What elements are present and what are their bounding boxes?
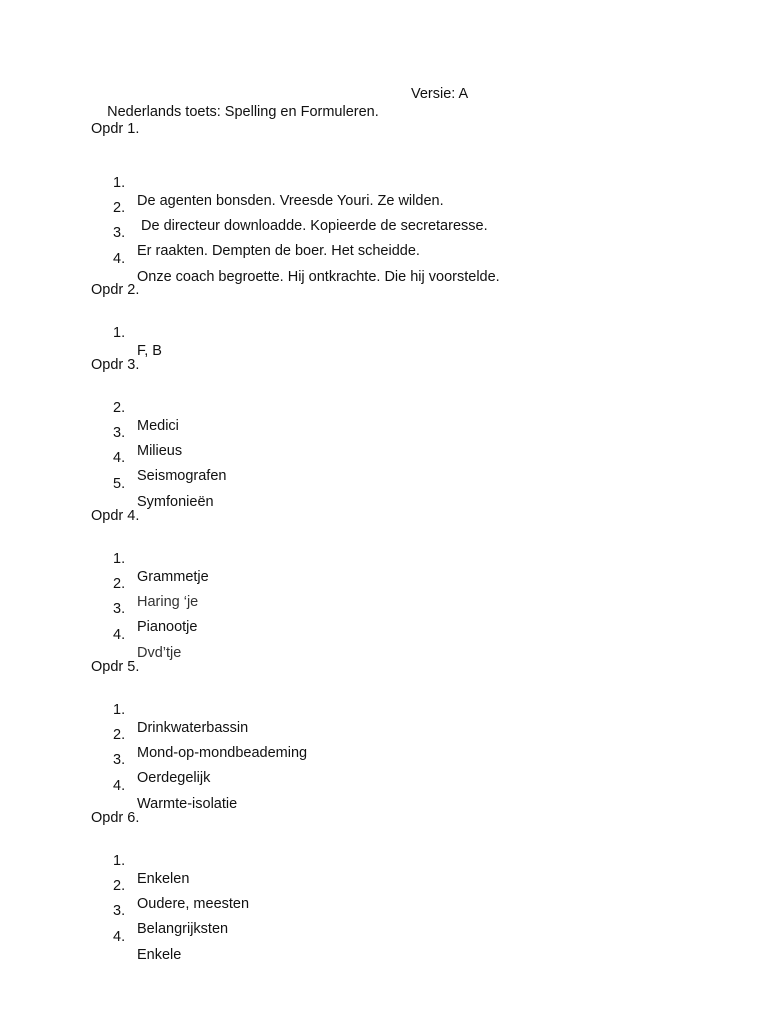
list-item	[91, 733, 211, 787]
item-text: Grammetje	[137, 569, 209, 585]
item-number: 2.	[113, 400, 126, 416]
item-number: 2.	[113, 200, 126, 217]
item-text: Symfonieën	[137, 493, 214, 510]
item-number: 3.	[113, 601, 126, 618]
section-title: Opdr 5.	[91, 659, 140, 675]
document-title: Nederlands toets: Spelling en Formuleren.	[107, 104, 379, 120]
item-text: Belangrijksten	[137, 921, 229, 938]
list-item	[91, 683, 249, 736]
answer-list	[91, 381, 227, 510]
item-number: 2.	[113, 727, 126, 744]
section-opdr-4	[91, 507, 209, 661]
item-text: Enkele	[137, 946, 182, 963]
item-number: 4.	[113, 450, 126, 467]
item-text: Seismografen	[137, 468, 227, 485]
section-title: Opdr 1.	[91, 121, 140, 137]
item-text: F, B	[137, 343, 162, 359]
answer-list	[91, 532, 209, 661]
item-number: 3.	[113, 425, 126, 442]
item-number: 1.	[113, 853, 126, 869]
item-number: 1.	[113, 175, 126, 191]
list-item	[91, 156, 444, 209]
section-opdr-1	[91, 120, 500, 285]
list-item	[91, 381, 179, 434]
item-text: Drinkwaterbassin	[137, 720, 249, 736]
item-text: Warmte-isolatie	[137, 795, 238, 812]
item-number: 4.	[113, 250, 126, 267]
section-title: Opdr 2.	[91, 282, 140, 298]
document-version: Versie: A	[411, 86, 469, 102]
item-number: 2.	[113, 878, 126, 895]
item-number: 1.	[113, 551, 126, 567]
item-number: 4.	[113, 626, 126, 643]
item-text: De agenten bonsden. Vreesde Youri. Ze wilden.	[137, 193, 444, 209]
item-text: Milieus	[137, 443, 183, 460]
answer-list	[91, 683, 308, 812]
list-item	[91, 532, 209, 585]
item-text: Dvd’tje	[137, 644, 182, 661]
answer-list	[91, 156, 500, 285]
item-text: Oudere, meesten	[137, 896, 250, 913]
item-number: 3.	[113, 225, 126, 242]
item-number: 1.	[113, 325, 126, 341]
item-number: 1.	[113, 702, 126, 718]
section-opdr-2	[91, 281, 162, 359]
item-number: 4.	[113, 928, 126, 945]
section-title: Opdr 4.	[91, 508, 140, 524]
list-item	[91, 306, 162, 359]
item-number: 4.	[113, 777, 126, 794]
item-number: 2.	[113, 576, 126, 593]
section-opdr-5	[91, 658, 308, 812]
item-text: Pianootje	[137, 619, 198, 636]
section-title: Opdr 3.	[91, 357, 140, 373]
item-number: 3.	[113, 903, 126, 920]
item-text: Oerdegelijk	[137, 770, 211, 787]
answer-list	[91, 306, 162, 359]
item-number: 3.	[113, 752, 126, 769]
answer-list	[91, 834, 250, 963]
item-text: De directeur downloadde. Kopieerde de secretaresse.	[141, 218, 488, 235]
list-item	[91, 834, 190, 887]
item-text: Er raakten. Dempten de boer. Het scheidde.	[137, 243, 420, 260]
section-opdr-3	[91, 356, 227, 510]
item-text: Onze coach begroette. Hij ontkrachte. Die hij voorstelde.	[137, 268, 500, 285]
item-text: Enkelen	[137, 871, 190, 887]
item-text: Mond-op-mondbeademing	[137, 745, 308, 762]
list-item	[91, 910, 182, 963]
item-number: 5.	[113, 475, 126, 492]
section-title: Opdr 6.	[91, 810, 140, 826]
item-text: Haring ‘je	[137, 594, 199, 611]
item-text: Medici	[137, 418, 179, 434]
section-opdr-6	[91, 809, 250, 963]
